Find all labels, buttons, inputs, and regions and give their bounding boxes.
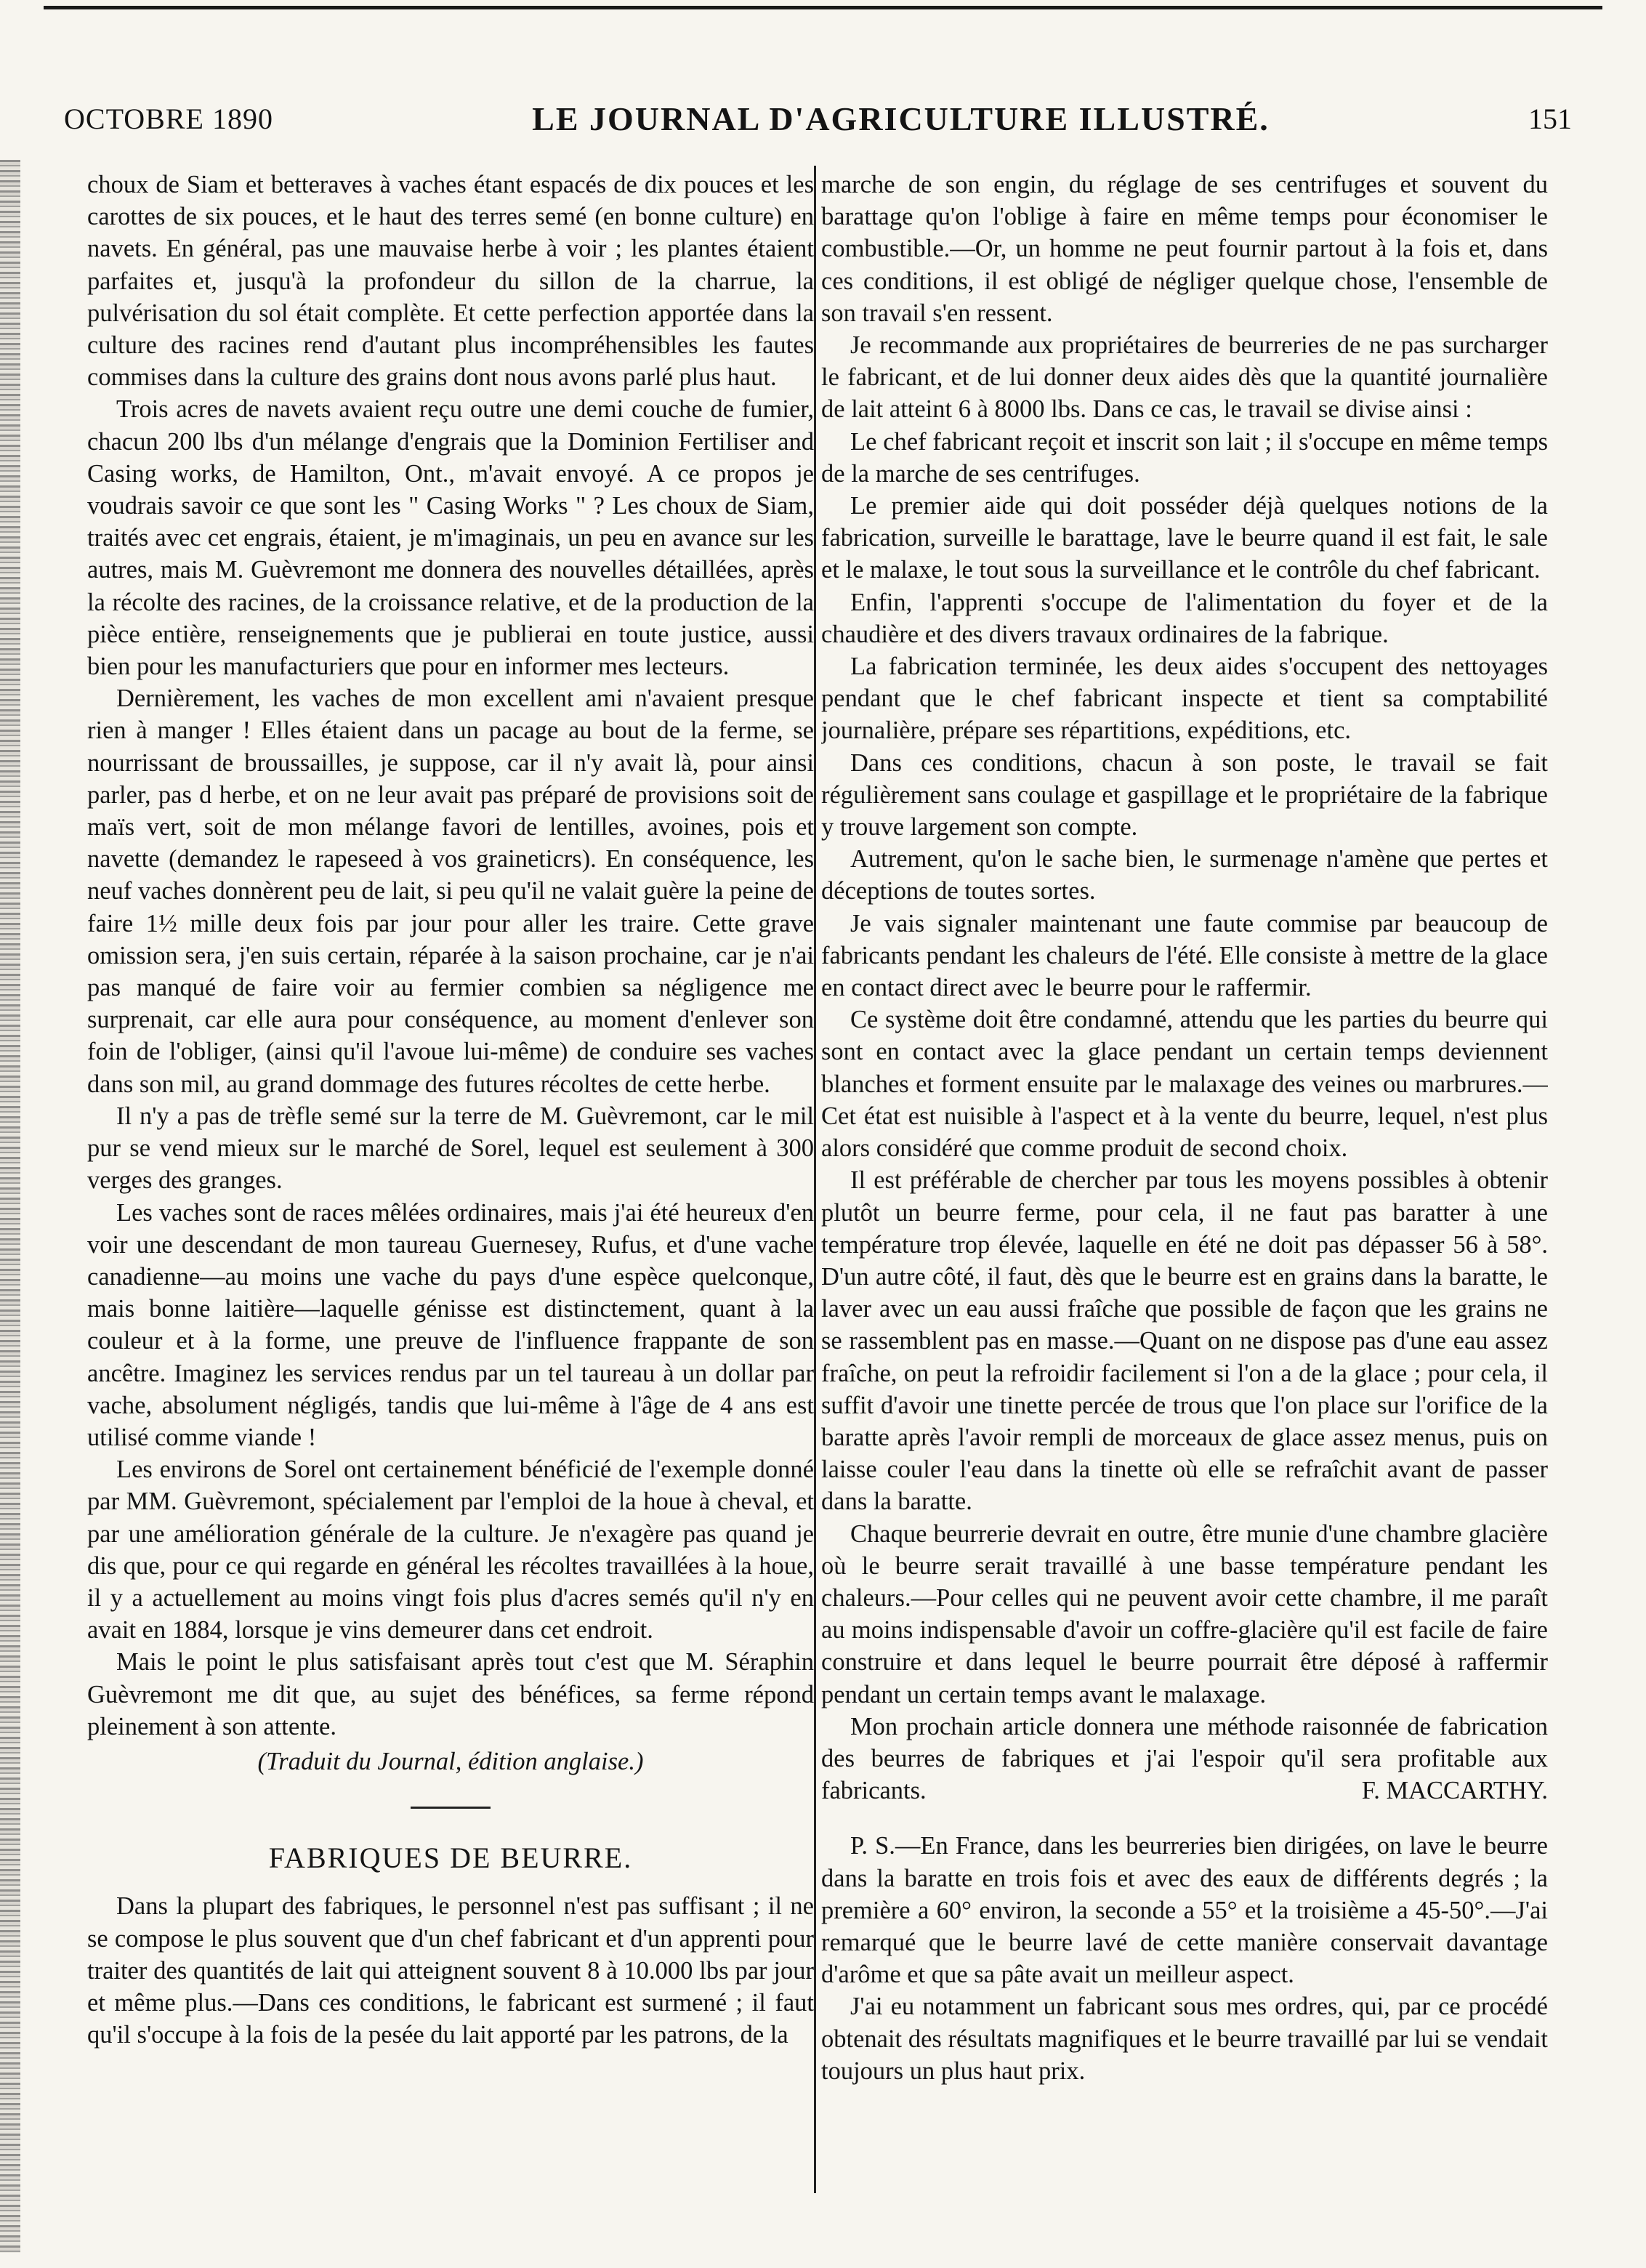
page-number: 151: [1528, 102, 1572, 135]
paragraph: La fabrication terminée, les deux aides s'occupent des nettoyages pendant que le chef fabricant inspecte et tient sa comptabilité journalière, prépare ses répartitions, expéditions, etc.: [821, 653, 1548, 745]
paragraph: Le chef fabricant reçoit et inscrit son lait ; il s'occupe en même temps de la marche de ses centrifuges.: [821, 427, 1548, 488]
paragraph: choux de Siam et betteraves à vaches étant espacés de dix pouces et les carottes de six pouces, et le haut des terres semé (en bonne culture) en navets. En général, pas une mauvaise herbe à voir ; les plantes étaient parfaites et, jusqu'à la profondeur du sillon de la charrue, la pulvérisation du sol était complète. Et cette perfection apportée dans la culture des racines rend d'autant plus incompréhensibles les fautes commises dans la culture des grains dont nous avons parlé plus haut.: [87, 171, 814, 392]
paragraph: P. S.—En France, dans les beurreries bien dirigées, on lave le beurre dans la baratte en trois fois et avec des eaux de différents degrés ; la première a 60° environ, la seconde a 55° et la troisième a 45-50°.—J'ai remarqué que le beurre lavé de cette manière conservait davantage d'arôme et que sa pâte avait un meilleur aspect.: [821, 1832, 1548, 1989]
paragraph: Il n'y a pas de trèfle semé sur la terre de M. Guèvremont, car le mil pur se vend mieux sur le marché de Sorel, lequel est seulement à 300 verges des granges.: [87, 1102, 814, 1195]
paragraph: Les vaches sont de races mêlées ordinaires, mais j'ai été heureux d'en voir une descendant de mon taureau Guernesey, Rufus, et d'une vache canadienne—au moins une vache du pays d'une espèce quelconque, mais bonne laitière—laquelle génisse est distinctement, quant à la couleur et à la forme, une preuve de l'influence frappante de son ancêtre. Imaginez les services rendus par un tel taureau à un dollar par vache, absolument négligés, tandis que lui-même à l'âge de 4 ans est utilisé comme viande !: [87, 1198, 814, 1451]
issue-date: OCTOBRE 1890: [64, 102, 273, 135]
paragraph: Chaque beurrerie devrait en outre, être munie d'une chambre glacière où le beurre serait travaillé à une basse température pendant les chaleurs.—Pour celles qui ne peuvent avoir cette chambre, il me paraît au moins indispensable d'avoir un coffre-glacière qu'il est facile de faire construire et dans lequel le beurre pourrait être déposé à raffermir pendant un certain temps avant le malaxage.: [821, 1520, 1548, 1708]
paragraph: marche de son engin, du réglage de ses centrifuges et souvent du barattage qu'on l'oblige à faire en même temps pour économiser le combustible.—Or, un homme ne peut fournir partout à la fois et, dans ces conditions, il est obligé de négliger quelque chose, l'ensemble de son travail s'en ressent.: [821, 171, 1548, 327]
paragraph: Ce système doit être condamné, attendu que les parties du beurre qui sont en contact avec la glace pendant un certain temps deviennent blanches et forment ensuite par le malaxage des veines ou marbrures.—Cet état est nuisible à l'aspect et à la vente du beurre, lequel, n'est plus alors considéré que comme produit de second choix.: [821, 1006, 1548, 1163]
translation-note: (Traduit du Journal, édition anglaise.): [257, 1747, 644, 1775]
paragraph: Mais le point le plus satisfaisant après tout c'est que M. Séraphin Guèvremont me dit que, au sujet des bénéfices, sa ferme répond pleinement à son attente.: [87, 1648, 814, 1740]
top-rule: [44, 6, 1602, 9]
closing-paragraph: [821, 1711, 1548, 1807]
paragraph: Dans ces conditions, chacun à son poste, le travail se fait régulièrement sans coulage et gaspillage et le propriétaire de la fabrique y trouve largement son compte.: [821, 748, 1548, 842]
paragraph: Dans la plupart des fabriques, le personnel n'est pas suffisant ; il ne se compose le plus souvent que d'un chef fabricant et d'un apprenti pour traiter des quantités de lait qui atteignent souvent 8 à 10.000 lbs par jour et même plus.—Dans ces conditions, le fabricant est surmené ; il faut qu'il s'occupe à la fois de la pesée du lait apporté par les patrons, de la: [87, 1892, 814, 2049]
section-separator: [411, 1807, 491, 1809]
closing-text: Mon prochain article donnera une méthode raisonnée de fabrication des beurres de fabriques et j'ai l'espoir qu'il sera profitable aux fabricants.: [821, 1712, 1548, 1805]
paragraph: Autrement, qu'on le sache bien, le surmenage n'amène que pertes et déceptions de toutes sortes.: [821, 845, 1548, 905]
left-column: [87, 169, 814, 2203]
paragraph: Enfin, l'apprenti s'occupe de l'alimentation du foyer et de la chaudière et des divers travaux ordinaires de la fabrique.: [821, 588, 1548, 648]
paragraph: Trois acres de navets avaient reçu outre une demi couche de fumier, chacun 200 lbs d'un mélange d'engrais que la Dominion Fertiliser and Casing works, de Hamilton, Ont., m'avait envoyé. A ce propos je voudrais savoir ce que sont les " Casing Works " ? Les choux de Siam, traités avec cet engrais, étaient, je m'imaginais, un peu en avance sur les autres, mais M. Guèvremont me donnera des nouvelles détaillées, après la récolte des racines, de la croissance relative, et de la production de la pièce entière, renseignements que je publierai en toute justice, aussi bien pour les manufacturiers que pour en informer mes lecteurs.: [87, 395, 814, 681]
author-signature: F. MACCARTHY.: [1361, 1777, 1548, 1805]
paragraph: Le premier aide qui doit posséder déjà quelques notions de la fabrication, surveille le barattage, lave le beurre quand il est fait, le sale et le malaxe, le tout sous la surveillance et le contrôle du chef fabricant.: [821, 492, 1548, 584]
paragraph: Je vais signaler maintenant une faute commise par beaucoup de fabricants pendant les chaleurs de l'été. Elle consiste à mettre de la glace en contact direct avec le beurre pour le raffermir.: [821, 909, 1548, 1002]
paragraph: Il est préférable de chercher par tous les moyens possibles à obtenir plutôt un beurre ferme, pour cela, il ne faut pas baratter à une température trop élevée, laquelle en été ne doit pas dépasser 56 à 58°. D'un autre côté, il faut, dès que le beurre est en grains dans la baratte, le laver avec un eau aussi fraîche que possible de façon que les grains ne se rassemblent pas en masse.—Quant on ne dispose pas d'une eau assez fraîche, on peut la refroidir facilement si l'on a de la glace ; pour cela, il suffit d'avoir une tinette percée de trous que l'on place sur l'orifice de la baratte après l'avoir rempli de morceaux de glace assez menus, puis on laisse couler l'eau dans la tinette où elle se refraîchit avant de passer dans la baratte.: [821, 1166, 1548, 1516]
binding-edge: [0, 160, 20, 2253]
column-divider: [814, 166, 816, 2193]
paragraph: J'ai eu notamment un fabricant sous mes ordres, qui, par ce procédé obtenait des résultats magnifiques et le beurre travaillé par lui se vendait toujours un plus haut prix.: [821, 1993, 1548, 2085]
section-heading: FABRIQUES DE BEURRE.: [268, 1841, 633, 1875]
paragraph: Je recommande aux propriétaires de beurreries de ne pas surcharger le fabricant, et de lui donner deux aides dès que la quantité journalière de lait atteint 6 à 8000 lbs. Dans ce cas, le travail se divise ainsi :: [821, 331, 1548, 424]
paragraph: Les environs de Sorel ont certainement bénéficié de l'exemple donné par MM. Guèvremont, spécialement par l'emploi de la houe à cheval, et par une amélioration générale de la culture. Je n'exagère pas quand je dis que, pour ce qui regarde en général les récoltes travaillées à la houe, il y a actuellement au moins vingt fois plus d'acres semés qu'il n'y en avait en 1884, lorsque je vins demeurer dans cet endroit.: [87, 1456, 814, 1644]
journal-title: LE JOURNAL D'AGRICULTURE ILLUSTRÉ.: [532, 100, 1270, 137]
page-header: [64, 86, 1572, 151]
right-column: [821, 169, 1548, 2203]
paragraph: Dernièrement, les vaches de mon excellent ami n'avaient presque rien à manger ! Elles étaient dans un pacage au bout de la ferme, se nourrissant de broussailles, je suppose, car il n'y avait là, pour ainsi parler, pas d herbe, et on ne leur avait pas préparé de provisions soit de maïs vert, soit de mon mélange favori de lentilles, avoines, pois et navette (demandez le rapeseed à vos graineticrs). En conséquence, les neuf vaches donnèrent peu de lait, si peu qu'il ne valait guère la peine de faire 1½ mille deux fois par jour pour aller les traire. Cette grave omission sera, j'en suis certain, réparée à la saison prochaine, car je n'ai pas manqué de faire voir au fermier combien sa négligence me surprenait, car elle aura pour conséquence, au moment d'enlever son foin de l'obliger, (ainsi qu'il l'avoue lui-même) de conduire ses vaches dans son mil, au grand dommage des futures récoltes de cette herbe.: [87, 685, 814, 1098]
spacer: [821, 1807, 1548, 1830]
